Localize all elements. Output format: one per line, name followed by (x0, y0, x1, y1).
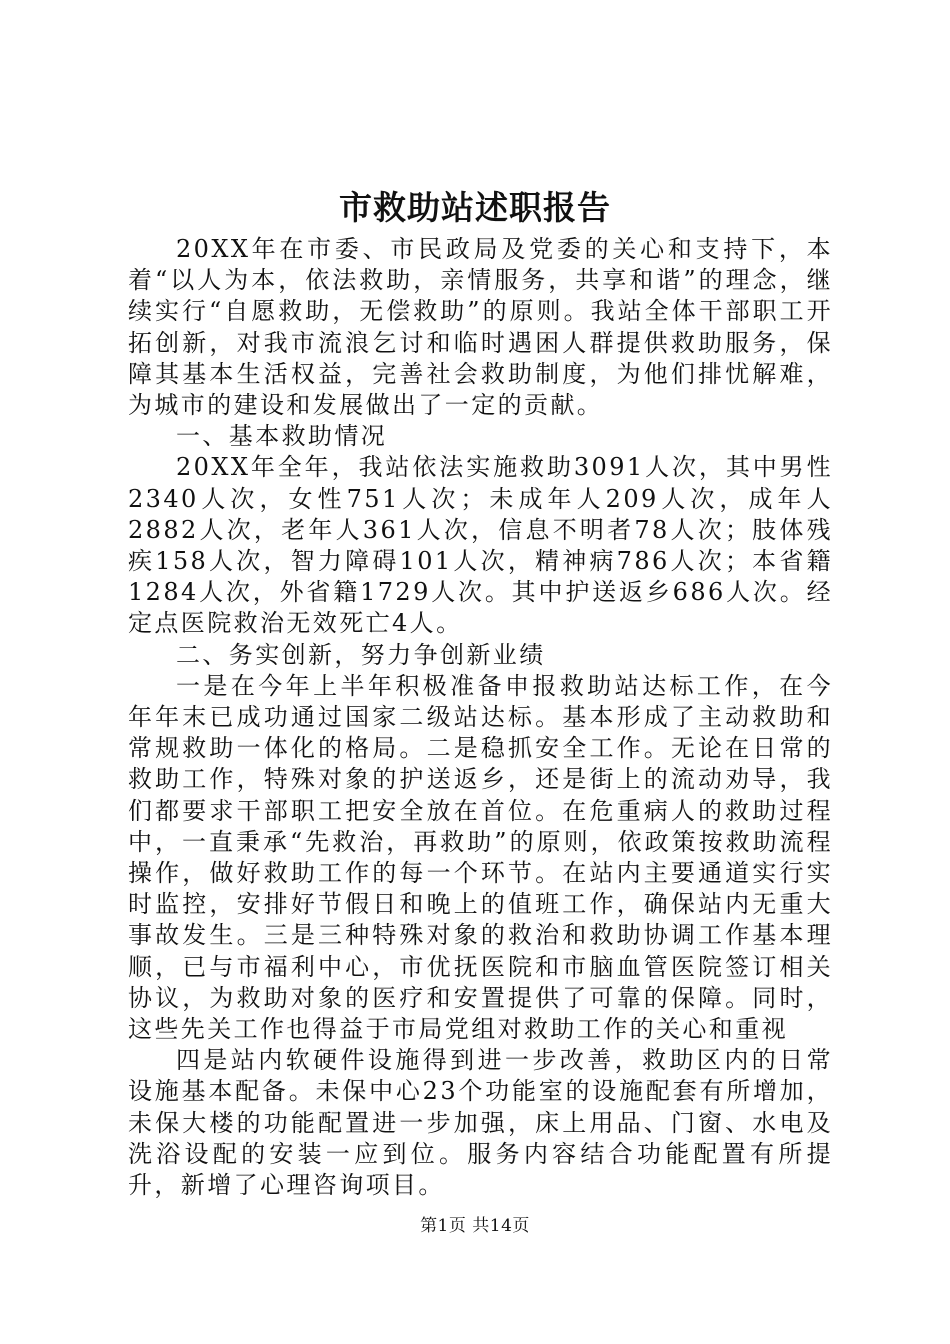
document-title: 市救助站述职报告 (339, 188, 611, 227)
page-number-footer: 第1页 共14页 (420, 1216, 530, 1236)
section-heading-innovation: 二、务实创新，努力争创新业绩 (176, 640, 546, 669)
intro-paragraph: 20XX年在市委、市民政局及党委的关心和支持下，本着“以人为本，依法救助，亲情服务，共享和谐”的理念，继续实行“自愿救助，无偿救助”的原则。我站全体干部职工开拓创新，对我市流浪乞讨和临时遇困人群提供救助服务，保障其基本生活权益，完善社会救助制度，为他们排忧解难，为城市的建设和发展做出了一定的贡献。 (128, 235, 833, 420)
document-body (128, 234, 833, 1201)
facilities-paragraph: 四是站内软硬件设施得到进一步改善，救助区内的日常设施基本配备。未保中心23个功能室的设施配套有所增加，未保大楼的功能配置进一步加强，床上用品、门窗、水电及洗浴设配的安装一应到位。服务内容结合功能配置有所提升，新增了心理咨询项目。 (128, 1046, 833, 1200)
innovation-paragraph: 一是在今年上半年积极准备申报救助站达标工作，在今年年末已成功通过国家二级站达标。基本形成了主动救助和常规救助一体化的格局。二是稳抓安全工作。无论在日常的救助工作，特殊对象的护送返乡，还是街上的流动劝导，我们都要求干部职工把安全放在首位。在危重病人的救助过程中，一直秉承“先救治，再救助”的原则，依政策按救助流程操作，做好救助工作的每一个环节。在站内主要通道实行实时监控，安排好节假日和晚上的值班工作，确保站内无重大事故发生。三是三种特殊对象的救治和救助协调工作基本理顺，已与市福利中心，市优抚医院和市脑血管医院签订相关协议，为救助对象的医疗和安置提供了可靠的保障。同时，这些先关工作也得益于市局党组对救助工作的关心和重视 (128, 671, 833, 1044)
section-heading-basic-assistance: 一、基本救助情况 (176, 422, 388, 451)
statistics-paragraph: 20XX年全年，我站依法实施救助3091人次，其中男性2340人次，女性751人次；未成年人209人次，成年人2882人次，老年人361人次，信息不明者78人次；肢体残疾158人次，智力障碍101人次，精神病786人次；本省籍1284人次，外省籍1729人次。其中护送返乡686人次。经定点医院救治无效死亡4人。 (128, 453, 833, 638)
